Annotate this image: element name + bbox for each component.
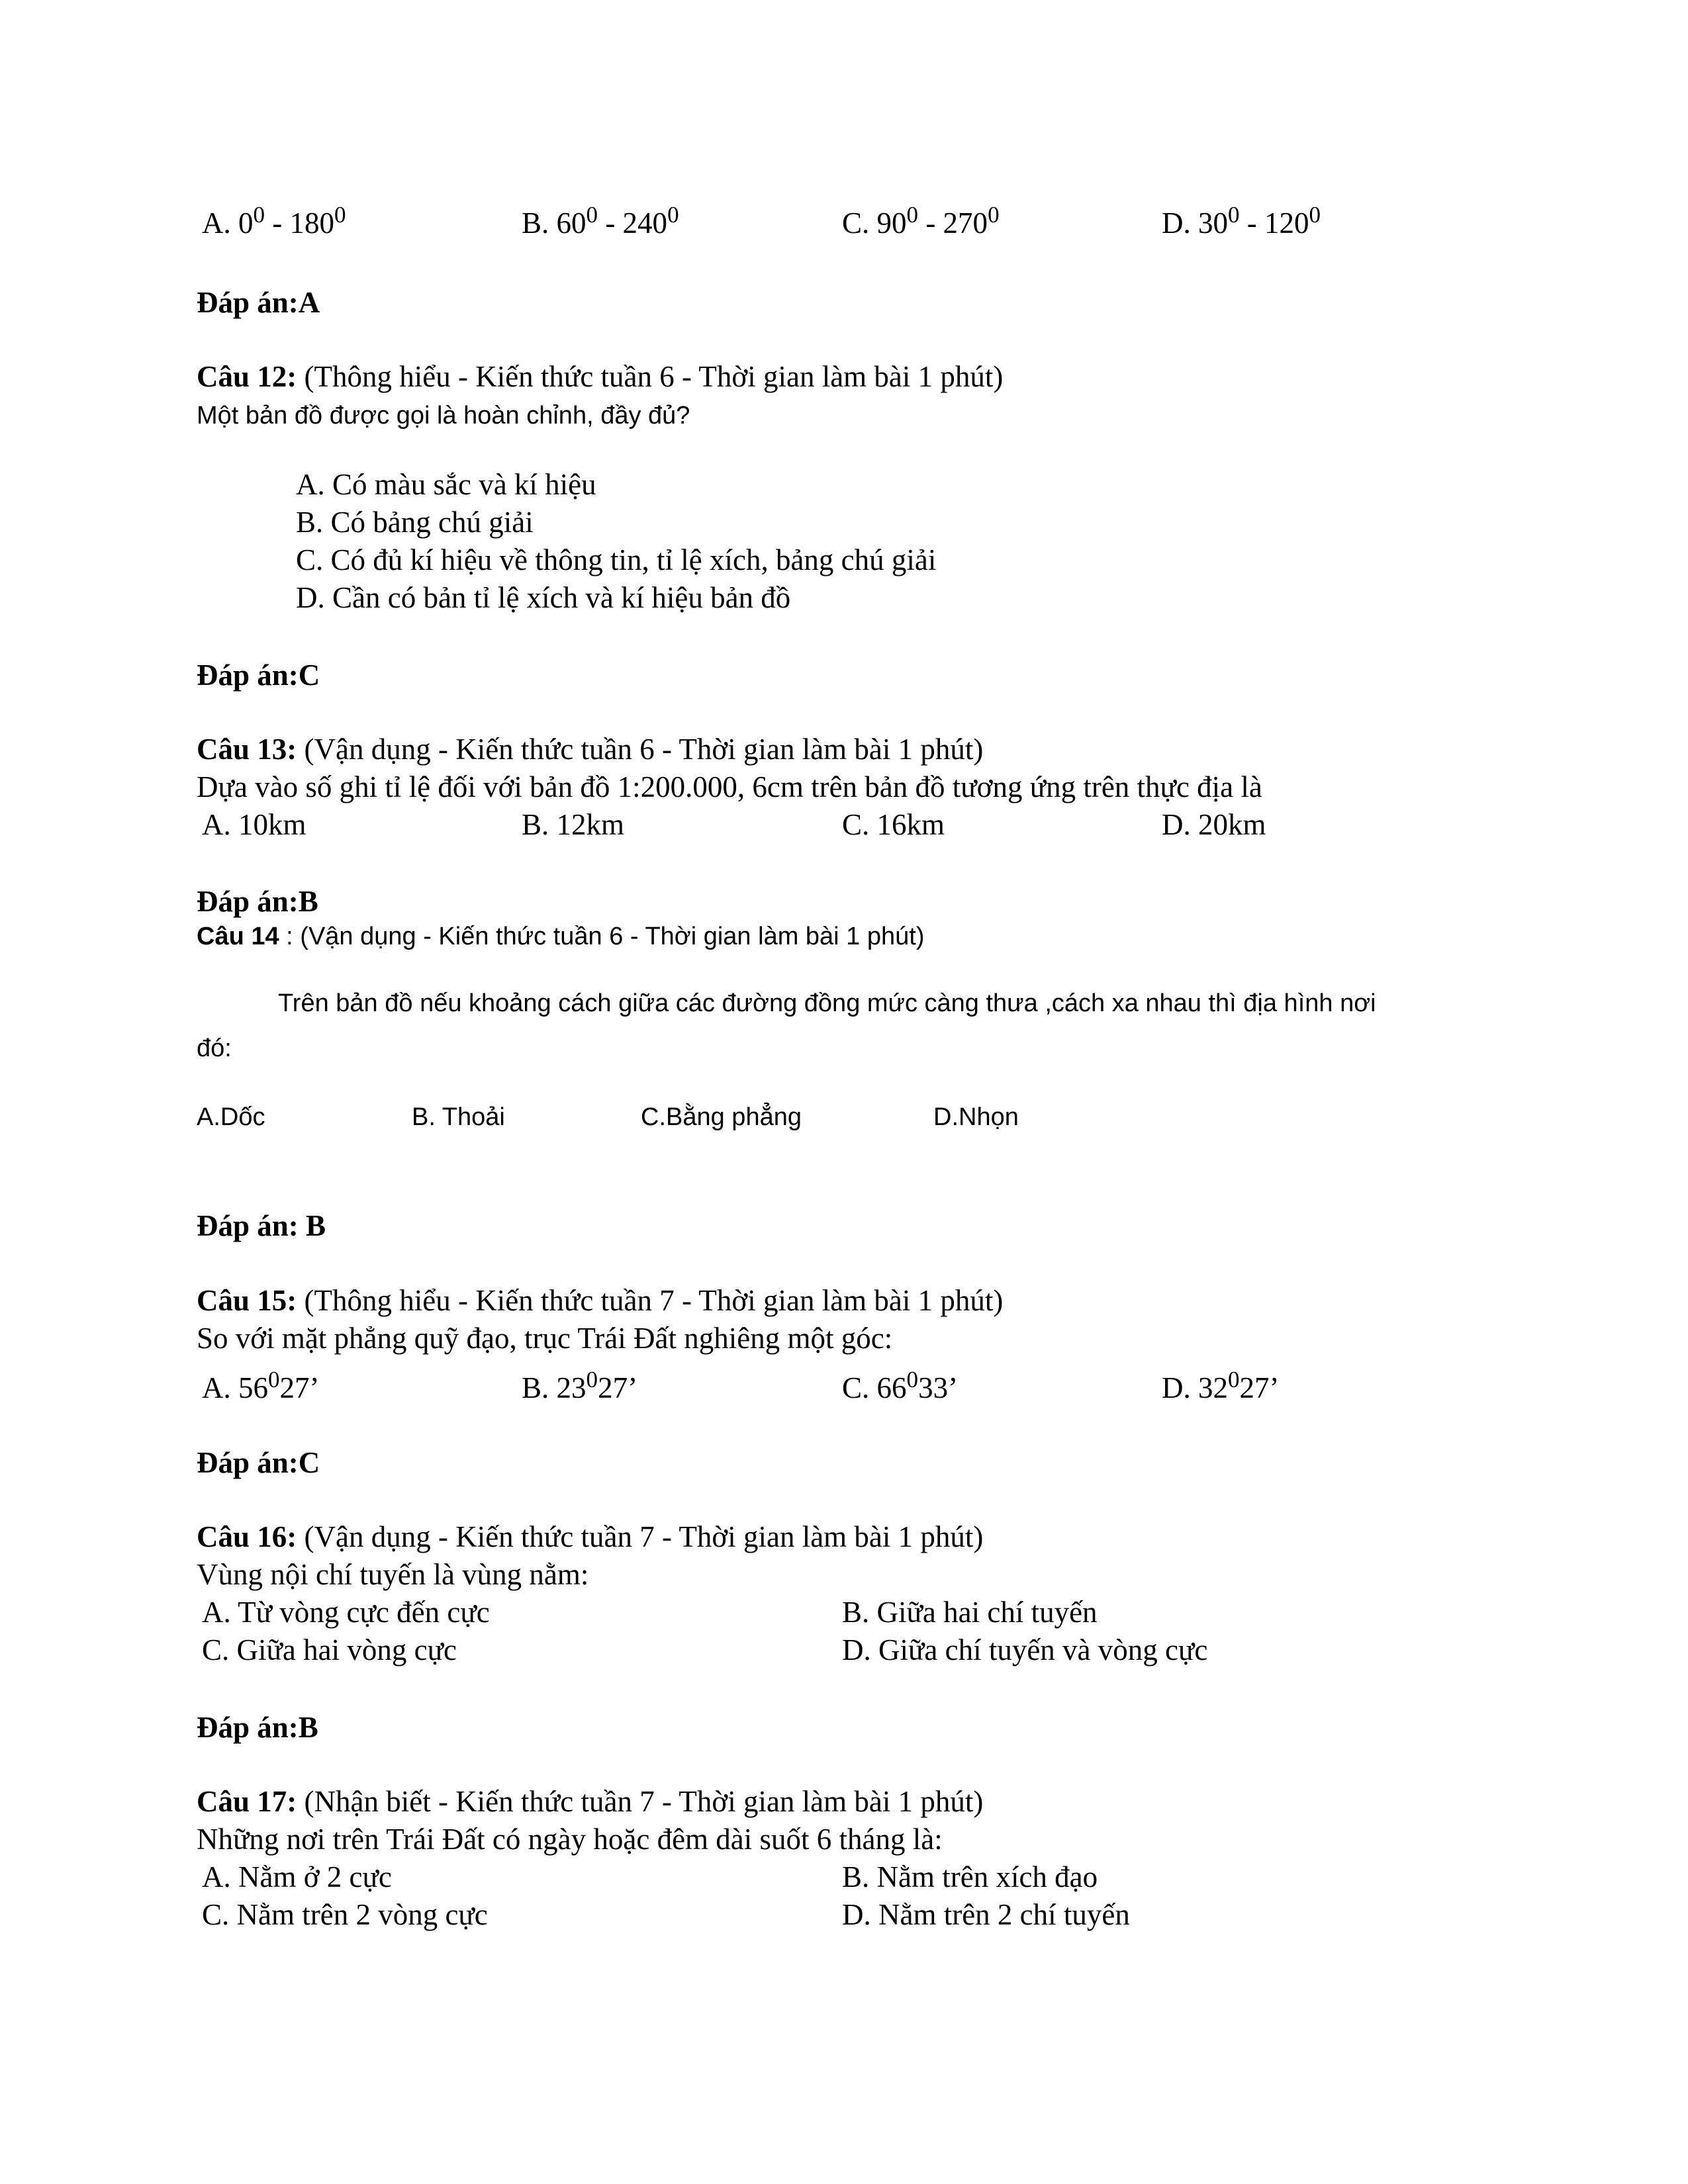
q14-option-a: A.Dốc	[197, 1103, 265, 1131]
q12-option-d: D. Cần có bản tỉ lệ xích và kí hiệu bản đồ	[296, 581, 791, 614]
q12-question: Một bản đồ được gọi là hoàn chỉnh, đầy đủ?	[197, 402, 690, 430]
q14-option-d: D.Nhọn	[933, 1103, 1019, 1131]
q15-meta: (Thông hiểu - Kiến thức tuần 7 - Thời gian làm bài 1 phút)	[297, 1284, 1004, 1317]
q11-answer: Đáp án:A	[197, 286, 320, 319]
q13-meta: (Vận dụng - Kiến thức tuần 6 - Thời gian làm bài 1 phút)	[297, 733, 984, 766]
q15-option-d: D. $32^027$’	[1162, 1367, 1280, 1404]
q17-option-d: D. Nằm trên 2 chí tuyến	[842, 1898, 1130, 1931]
q17-option-c: C. Nằm trên 2 vòng cực	[202, 1898, 488, 1931]
q16-label: Câu 16:	[197, 1520, 297, 1553]
q13-answer: Đáp án:B	[197, 885, 318, 918]
q13-option-b: B. 12km	[522, 808, 625, 841]
q12-answer: Đáp án:C	[197, 659, 320, 692]
q13-option-c: C. 16km	[842, 808, 945, 841]
q17-meta: (Nhận biết - Kiến thức tuần 7 - Thời gian làm bài 1 phút)	[297, 1785, 984, 1818]
q17-option-b: B. Nằm trên xích đạo	[842, 1860, 1098, 1893]
q11-option-d: D. $30^0 - 120^0$	[1162, 202, 1321, 240]
q16-option-b: B. Giữa hai chí tuyến	[842, 1596, 1098, 1629]
q12-label: Câu 12:	[197, 360, 297, 393]
q15-question: So với mặt phẳng quỹ đạo, trục Trái Đất nghiêng một góc:	[197, 1322, 893, 1355]
q12-option-a: A. Có màu sắc và kí hiệu	[296, 468, 596, 501]
q14-heading	[197, 924, 925, 949]
q16-heading	[197, 1522, 983, 1552]
q13-question: Dựa vào số ghi tỉ lệ đối với bản đồ 1:200.000, 6cm trên bản đồ tương ứng trên thực địa là	[197, 770, 1262, 803]
q16-meta: (Vận dụng - Kiến thức tuần 7 - Thời gian làm bài 1 phút)	[297, 1520, 984, 1553]
q12-meta: (Thông hiểu - Kiến thức tuần 6 - Thời gian làm bài 1 phút)	[297, 360, 1004, 393]
q15-option-a: A. $56^027$’	[202, 1367, 320, 1404]
q11-option-c: C. $90^0 - 270^0$	[842, 202, 1000, 240]
q14-option-c: C.Bằng phẳng	[641, 1103, 802, 1131]
q15-heading	[197, 1286, 1003, 1316]
q14-question-line1: Trên bản đồ nếu khoảng cách giữa các đường đồng mức càng thưa ,cách xa nhau thì địa hình nơi	[278, 989, 1376, 1017]
q15-option-c: C. $66^033$’	[842, 1367, 959, 1404]
q15-label: Câu 15:	[197, 1284, 297, 1317]
q12-option-b: B. Có bảng chú giải	[296, 506, 534, 539]
q16-answer: Đáp án:B	[197, 1711, 318, 1744]
q15-option-b: B. $23^027$’	[522, 1367, 638, 1404]
q16-option-c: C. Giữa hai vòng cực	[202, 1633, 457, 1666]
q13-option-a: A. 10km	[202, 808, 306, 841]
q17-option-a: A. Nằm ở 2 cực	[202, 1860, 392, 1893]
q12-heading	[197, 362, 1003, 392]
q16-option-a: A. Từ vòng cực đến cực	[202, 1596, 490, 1629]
q11-option-b: B. $60^0 - 240^0$	[522, 202, 679, 240]
q14-label: Câu 14	[197, 923, 279, 950]
q11-option-a: A. $0^0 - 180^0$	[202, 202, 346, 240]
q17-question: Những nơi trên Trái Đất có ngày hoặc đêm dài suốt 6 tháng là:	[197, 1823, 943, 1856]
q14-answer: Đáp án: B	[197, 1209, 326, 1242]
q17-heading	[197, 1787, 983, 1817]
q13-heading	[197, 735, 983, 764]
q14-question-line2: đó:	[197, 1034, 232, 1062]
q16-option-d: D. Giữa chí tuyến và vòng cực	[842, 1633, 1208, 1666]
q16-question: Vùng nội chí tuyến là vùng nằm:	[197, 1558, 589, 1591]
q17-label: Câu 17:	[197, 1785, 297, 1818]
q14-option-b: B. Thoải	[412, 1103, 505, 1131]
q12-option-c: C. Có đủ kí hiệu về thông tin, tỉ lệ xích, bảng chú giải	[296, 543, 937, 576]
q13-label: Câu 13:	[197, 733, 297, 766]
q14-meta: : (Vận dụng - Kiến thức tuần 6 - Thời gian làm bài 1 phút)	[279, 923, 925, 950]
q15-answer: Đáp án:C	[197, 1446, 320, 1479]
q13-option-d: D. 20km	[1162, 808, 1266, 841]
